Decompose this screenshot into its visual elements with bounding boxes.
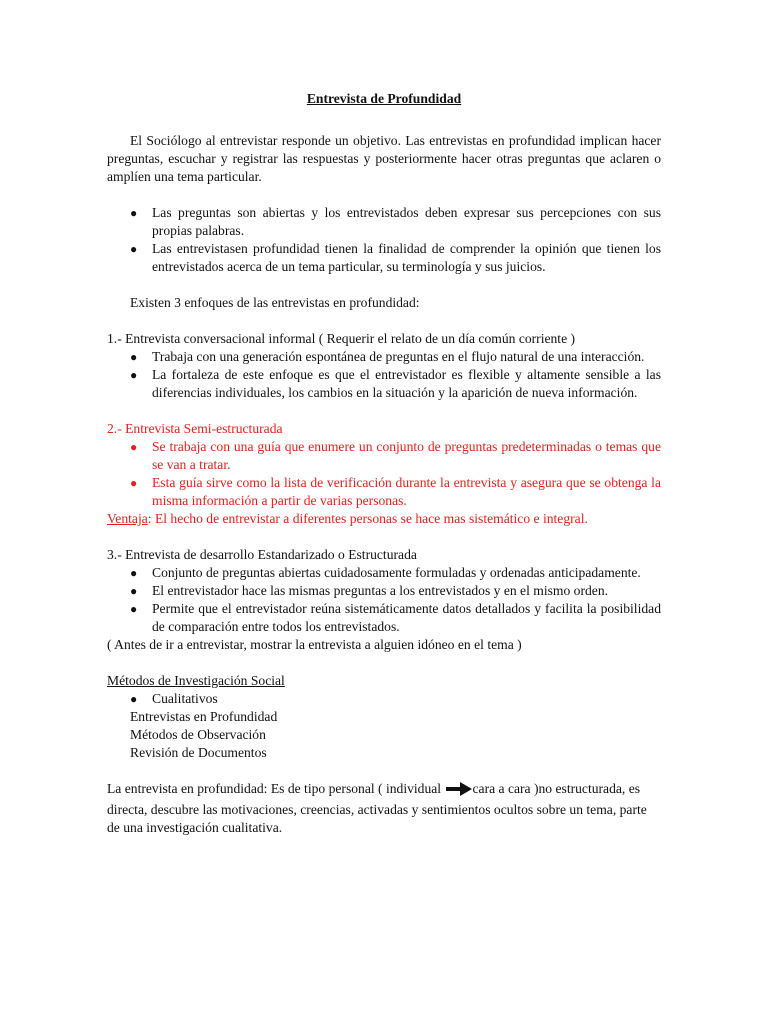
spacer — [107, 762, 661, 780]
methods-item: Métodos de Observación — [130, 727, 266, 742]
right-arrow-icon — [446, 782, 472, 801]
section2-bullet-list — [107, 438, 661, 510]
list-item: ● El entrevistador hace las mismas preguntas a los entrevistados y en el mismo orden. — [130, 583, 609, 598]
list-item: ● Las preguntas son abiertas y los entrevistados deben expresar sus percepciones con sus propias palabras. — [130, 205, 661, 238]
document-title: Entrevista de Profundidad — [306, 91, 462, 106]
bullet-icon: ● — [130, 206, 138, 220]
section3-note: ( Antes de ir a entrevistar, mostrar la entrevista a alguien idóneo en el tema ) — [107, 637, 522, 652]
methods-bullet-list — [107, 690, 661, 708]
list-item: ● Las entrevistasen profundidad tienen la finalidad de comprender la opinión que tienen los entrevistados acerca de un tema particular, su terminología y sus juicios. — [130, 241, 661, 274]
section3-bullet-list — [107, 564, 661, 636]
advantage-text: : El hecho de entrevistar a diferentes personas se hace mas sistemático e integral. — [147, 511, 588, 526]
bullet-icon: ● — [130, 602, 138, 616]
list-item: ● Cualitativos — [130, 691, 218, 706]
spacer — [107, 312, 661, 330]
list-item: ● Esta guía sirve como la lista de verificación durante la entrevista y asegura que se obtenga la misma información a partir de varias personas. — [130, 475, 661, 508]
bullet-icon: ● — [130, 440, 138, 454]
section1-bullet-list — [107, 348, 661, 402]
methods-item: Revisión de Documentos — [130, 745, 267, 760]
list-item: ● Permite que el entrevistador reúna sistemáticamente datos detallados y facilita la posibilidad de comparación entre todos los entrevistados. — [130, 601, 661, 634]
bullet-icon: ● — [130, 566, 138, 580]
section2 — [107, 420, 661, 528]
bullet-icon: ● — [130, 692, 138, 706]
spacer — [107, 186, 661, 204]
section2-heading: 2.- Entrevista Semi-estructurada — [107, 421, 283, 436]
list-item: ● Conjunto de preguntas abiertas cuidadosamente formuladas y ordenadas anticipadamente. — [130, 565, 641, 580]
spacer — [107, 402, 661, 420]
section1-heading: 1.- Entrevista conversacional informal ( Requerir el relato de un día común corriente ) — [107, 331, 576, 346]
methods-item: Entrevistas en Profundidad — [130, 709, 278, 724]
list-item: ● Se trabaja con una guía que enumere un conjunto de preguntas predeterminadas o temas que se van a tratar. — [130, 439, 661, 472]
list-item: ● Trabaja con una generación espontánea de preguntas en el flujo natural de una interacción. — [130, 349, 645, 364]
closing-paragraph: La entrevista en profundidad: Es de tipo personal ( individual cara a cara )no estructurada, es directa, descubre las motivaciones, creencias, activadas y sentimientos ocultos sobre un tema, parte de una investigación cualitativa. — [107, 781, 647, 835]
intro-bullet-list — [107, 204, 661, 276]
section2-advantage — [107, 510, 661, 528]
list-item: ● La fortaleza de este enfoque es que el entrevistador es flexible y altamente sensible a las diferencias individuales, los cambios en la situación y la aparición de nueva información. — [130, 367, 661, 400]
intro-paragraph: El Sociólogo al entrevistar responde un objetivo. Las entrevistas en profundidad implican hacer preguntas, escuchar y registrar las respuestas y posteriormente hacer otras preguntas que aclaren o amplíen una tema particular. — [107, 133, 661, 184]
section3-heading: 3.- Entrevista de desarrollo Estandarizado o Estructurada — [107, 547, 417, 562]
advantage-label: Ventaja — [107, 511, 148, 526]
bullet-icon: ● — [130, 368, 138, 382]
spacer — [107, 528, 661, 546]
bullet-icon: ● — [130, 476, 138, 490]
spacer — [107, 276, 661, 294]
bullet-icon: ● — [130, 584, 138, 598]
document-content — [107, 90, 661, 837]
bullet-icon: ● — [130, 242, 138, 256]
spacer — [107, 654, 661, 672]
approaches-intro: Existen 3 enfoques de las entrevistas en profundidad: — [130, 295, 420, 310]
methods-heading: Métodos de Investigación Social — [107, 673, 285, 688]
bullet-icon: ● — [130, 350, 138, 364]
